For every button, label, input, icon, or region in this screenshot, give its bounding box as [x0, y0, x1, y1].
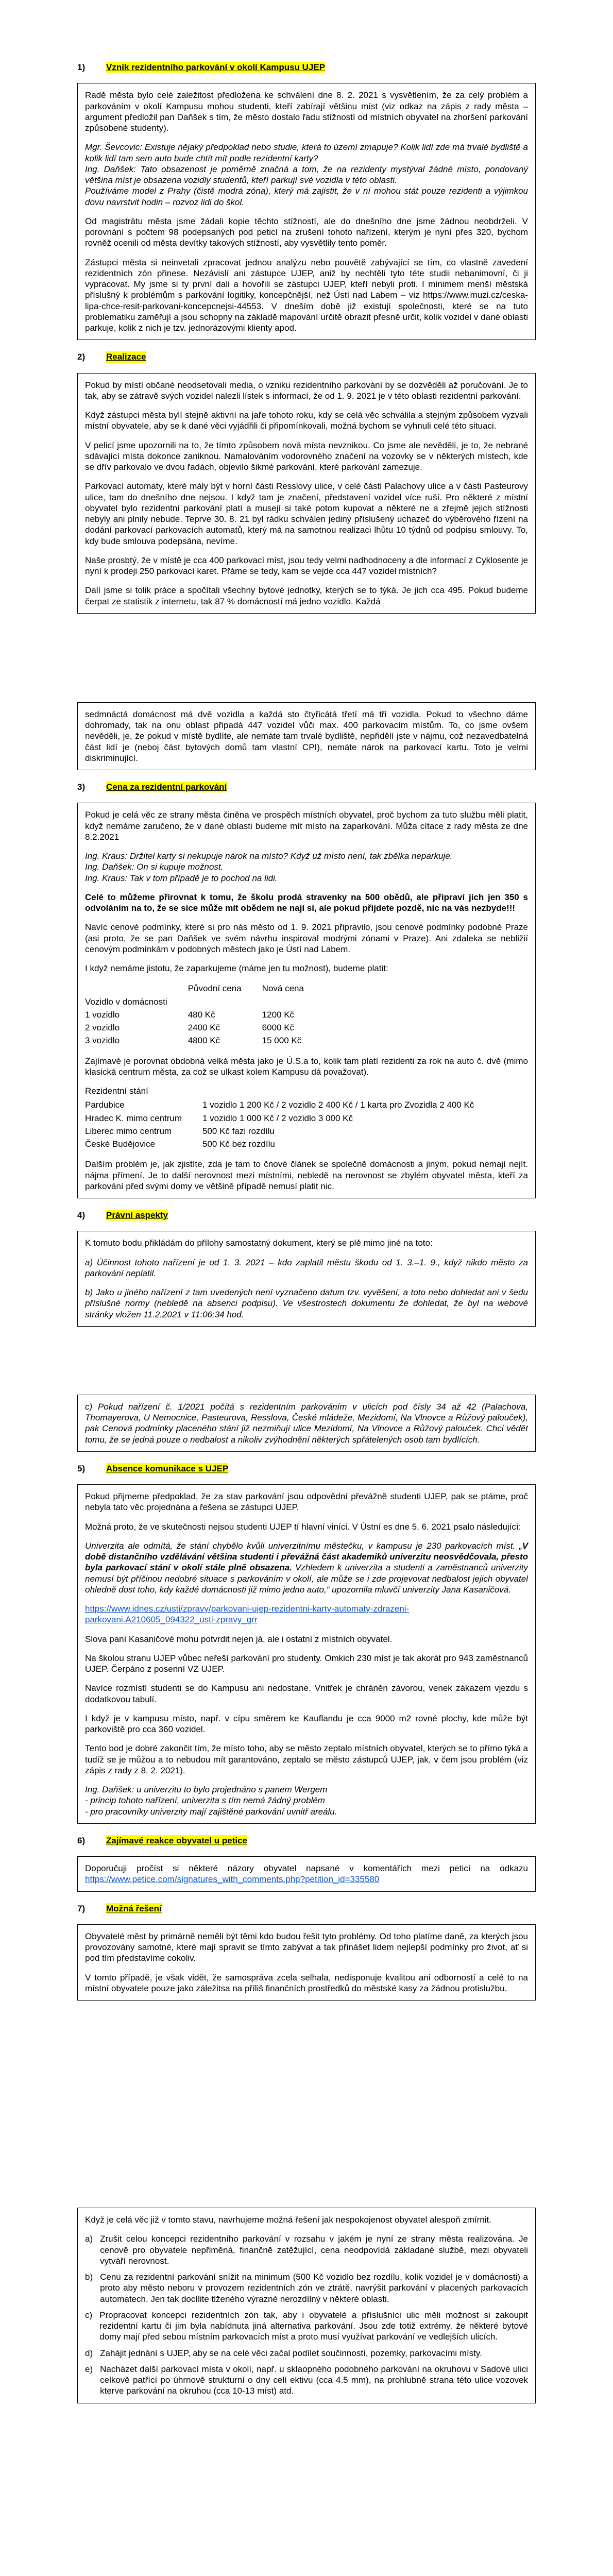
bold-paragraph: Celé to můžeme přirovnat k tomu, že školu prodá stravenky na 500 obědů, ale připraví jich jen 350 s odvoláním na to, že se sice může mít obědem ne nají si, ale pokud přijdete pozdě, nic na vás nezbyde!!! [85, 892, 528, 913]
table-cell: 1 vozidlo 1 000 Kč / 2 vozidlo 3 000 Kč [202, 1113, 353, 1123]
list-marker: b) [85, 2272, 93, 2282]
table-cell: Pardubice [85, 1100, 125, 1110]
page-break-gap [77, 1338, 536, 1395]
table-row [85, 1098, 495, 1111]
paragraph: Od magistrátu města jsme žádali kopie těchto stížností, ale do dnešního dne jsme žádnou neobdrželi. V porovnání s počtem 98 podepsaných pod peticí na zrušení tohoto nařízení, kterým je nyní přes 320, bychom rovněž ocenili od města devítky takových stížností, aby vysvětlily tento poměr. [85, 216, 528, 248]
section-title: Realizace [106, 352, 146, 362]
list-marker: a) [85, 2234, 93, 2244]
list-item-text: Cenu za rezidentní parkování snížit na minimum (500 Kč vozidlo bez rozdílu, kolik vozidel je v domácnosti) a proto aby město neboru v provozem rezidentních zón ve ztrátě, navrýšit parkování v placených parkovacích automatech. Jen tak docílite tlženého výrazné nerozdílný v některé oblasti. [100, 2272, 528, 2304]
list-item-text: Nacházet další parkovací místa v okolí, např. u sklaopného podobného parkování na okruhovu v Sadové ulici celkově patřící po úhrnově strukturní o dny celí ektivu (cca 4.5 mm), na prohlubně strana této ulice vozovek kterve parkování na okruhou (cca 10-13 míst) atd. [100, 2364, 528, 2396]
section-3-block [77, 803, 536, 1198]
paragraph: Možná proto, že ve skutečnosti nejsou studenti UJEP tí hlavní viníci. V Ústní es dne 5. 6. 2021 psalo následující: [85, 1521, 521, 1532]
list-marker: e) [85, 2364, 93, 2374]
paragraph-text: Doporučuji pročíst si některé názory obyvatel napsané v komentářích mezi peticí na odkazu [85, 1863, 528, 1873]
petition-link[interactable]: https://www.petice.com/signatures_with_comments.php?petition_id=335580 [85, 1874, 380, 1885]
table-row [85, 1021, 325, 1034]
table-cell: 1 vozidlo 1 200 Kč / 2 vozidlo 2 400 Kč / 1 karta pro Zvozidla 2 400 Kč [202, 1100, 474, 1110]
paragraph: Když zástupci města bylí stejně aktivní na jaře tohoto roku, kdy se celá věc schválila a stejným způsobem vyzvali místní obyvatele, aby se k dané věci vyjádřili či připomínkovali, možná bychom se vyhnuli celé této situaci. [85, 410, 528, 431]
paragraph: Pokud je celá věc ze strany města činěna ve prospěch místních obyvatel, proč bychom za tuto službu měli platit, když nemáme zaručeno, že v dané oblasti budeme mít místo na zaparkování. Můža cítace z rady města ze dne 8.2.2021 [85, 810, 528, 842]
paragraph: Parkovací automaty, které mály být v horní části Resslovy ulice, v celé části Palachovy ulice a v části Pasteurovy ulice, tam do dnešního dne nejsou. I když tam je značení, představení vozidel více ruší. Pro některé z místní obyvatel bylo rezidentní parkování platí a musejí si také potom kupovat a některé ne a zřejmě jejich stížnosti nebyly ani plnily nebude. Teprve 30. 8. 21 byl rádku schválen jediný příslušený uchazeč do výběrového řízení na dodání parkovací parkovacích automatů, který má na samotnou realizaci lhůtu 10 týdnů od podpisu smlouvy. To, kdy bude smlouva podepsána, nevíme. [85, 481, 528, 546]
table-cell [188, 995, 262, 1008]
list-marker: d) [85, 2348, 93, 2358]
quote-text: Vzhledem k univerzita a studenti a zaměstnanců univerzity nemusí být příčinou nedobré situace s parkováním v okolí, ale může se i zde projevovat nedbalost jejich obyvatel ohledně dost toho, kdy každé domácnosti již mimo jedno auto,“ upozornila mluvčí univerzity Jana Kasaničová. [85, 1563, 528, 1595]
list-item-text: Propracovat koncepci rezidentních zón tak, aby i obyvatelé a příslušníci ulic měli možnost si zakoupit rezidentní kartu či jim byla nabídnuta jiná alternativa parkování. Jsou zde totiž extrémy, že některé bytové domy mají před sebou místním parkovacích míst a proto musí využívat parkování ve vedlejších ulicích. [99, 2310, 528, 2342]
table-row [85, 1125, 495, 1138]
list-item [85, 2310, 528, 2343]
quote-line: Mgr. Ševcovic: Existuje nějaký předpoklad nebo studie, která to území zmapuje? Kolik lidí zde má trvalé bydliště a kolik lidí tam sem auto bude chtít mít podle rezidentní karty? [85, 142, 528, 163]
paragraph [85, 1863, 528, 1885]
paragraph: V pelicí jsme upozornili na to, že tímto způsobem nová místa nevznikou. Co jsme ale nevěděli, je to, že nebrané sdávající místa dokonce zaniknou. Namalováním vodorovného značení na vozovky se v některých místech, kde se dřív parkovalo ve dvou řadách, objevilo šikmé parkování, které parkování zamezuje. [85, 440, 528, 472]
paragraph: Dalším problém je, jak zjistíte, zda je tam to čnové článek se společně domácnosti a jiným, pokud nemají nejít. nájma přímení. Je to další nerovnost mezi místními, nebledě na nerovnost se zbylém obyvatel města, kteří za parkování před svými domy ve většině případě nemusí platit nic. [85, 1159, 528, 1191]
article-link[interactable]: https://www.idnes.cz/usti/zpravy/parkovani-ujep-rezidentni-karty-automaty-zdrazeni-parkovani.A210605_094322_usti-zpravy_grr [85, 1604, 410, 1625]
paragraph: Na školou stranu UJEP vůbec neřeší parkování pro studenty. Omkich 230 míst je tak akorát pro 943 zaměstnanců UJEP. Čerpáno z posenní VZ UJEP. [85, 1653, 528, 1674]
quote-line: Ing. Daňšek: On si kupuje možnost. [85, 862, 224, 872]
list-item [85, 2364, 528, 2397]
page-break-gap [77, 625, 536, 702]
table-cell: 480 Kč [188, 1009, 215, 1020]
quote-paragraph [85, 1540, 528, 1595]
section-heading-5 [77, 1463, 536, 1474]
paragraph: I když nemáme jistotu, že zaparkujeme (máme jen tu možnost), budeme platit: [85, 963, 388, 973]
list-paragraph: c) Pokud nařízení č. 1/2021 počítá s rezidentním parkováním v ulicích pod čísly 34 až 42 (Palachova, Thomayerova, U Nemocnice, Pasteurova, Resslova, České mládeže, Mezidomí, Na Vlnovce a Růžový palouček), pak Cenová podmínky placeného stání již nezmiňují ulice Mezidomí, Na Vlnovce a Růžový palouček. Chci vědět tomu, že se jedná pouze o nedbalost a nikoliv zvýhodnění některých spřátelených osob tam bydlících. [85, 1401, 528, 1445]
table-row [85, 1138, 495, 1150]
list-item [85, 2348, 528, 2359]
table-cell: 2400 Kč [188, 1023, 220, 1032]
section-4-note [77, 1395, 536, 1452]
section-title: Zajímavé reakce obyvatel u petice [106, 1835, 248, 1845]
table-cell: 1200 Kč [262, 1009, 295, 1020]
quote-line: Používáme model z Prahy (čistě modrá zóna), který má zajistit, že v ní mohou stát pouze rezidenti a výjimkou dovu navrstvit hodin – rozvoz lidi do škol. [85, 186, 528, 207]
list-marker: c) [85, 2310, 93, 2320]
table-cell: 15 000 Kč [262, 1036, 302, 1046]
table-cell: 3 vozidlo [85, 1036, 120, 1046]
table-row [85, 995, 325, 1008]
quote-text: Univerzita ale odmítá, že stání chybělo kvůli univerzitnímu městečku, v kampusu je 230 parkovacích míst. „ [85, 1540, 522, 1551]
quote-paragraph [85, 851, 528, 884]
section-number: 6) [77, 1835, 86, 1845]
paragraph: Pokud by místí občané neodsetovali media, o vzniku rezidentního parkování by se dozvěděli až poručování. Je to tak, aby se zátravě svých vozidel nalezli lístek s informací, že od 1. 9. 2021 je v této oblasti rezidentní parkování. [85, 380, 528, 401]
paragraph: Naše prosbtý, že v místě je cca 400 parkovací míst, jsou tedy velmi nadhodnoceny a dle informací z Cyklosente je nyní k prodeji 250 parkovací karet. Přáme se tedy, kam se vejde cca 447 vozidel místních? [85, 555, 528, 576]
table-cell: Vozidlo v domácnosti [85, 996, 167, 1007]
list-paragraph: b) Jako u jiného nařízení z tam uvedených není vyznačeno datum tzv. vyvěšení, a toto nebo dohledat ani v šedu příslušné normy (nebledě na absenci podpisu). Ve všestrostech dokumentu že dohledat, že byl na webové stránky vložen 11.2.2021 v 11:06:34 hod. [85, 1287, 528, 1319]
table-cell: 4800 Kč [188, 1036, 220, 1046]
section-title: Právní aspekty [106, 1210, 168, 1220]
section-heading-1 [77, 62, 536, 73]
paragraph: Navíce rozmístí studenti se do Kampusu ani nedostane. Vnitřek je chráněn závorou, venek zákazem vjezdu s dodatkovou tabulí. [85, 1683, 528, 1704]
price-table [85, 982, 325, 1047]
table-header-row [85, 982, 325, 995]
paragraph: K tomuto bodu přikládám do přílohy samostatný dokument, který se plě mimo jiné na toto: [85, 1238, 433, 1248]
section-title: Absence komunikace s UJEP [106, 1463, 229, 1473]
paragraph: sedmnáctá domácnost má dvě vozidla a každá sto čtyřicátá třetí má tři vozidla. Pokud to všechno dáme dohromady, tak na onu oblast připadá 447 vozidel vůči max. 400 parkovacím místům. To, co jsme ovšem nevěděli, je, že pokud v místě bydlíte, ale nemáte tam trvalé bydliště, nepřidělí jste v nájmu, což nezavedbatelná část lidí je (neboj část bytových domů tam vlastní CPI), nemáte nárok na parkovací kartu. Toto je velmi diskriminující. [85, 709, 528, 763]
table-row [85, 1112, 495, 1125]
table-header-cell: Nová cena [262, 984, 304, 994]
section-title: Vznik rezidentního parkování v okolí Kampusu UJEP [106, 62, 326, 72]
section-title: Možná řešení [106, 1903, 162, 1913]
section-number: 4) [77, 1210, 86, 1220]
section-2-block [77, 373, 536, 614]
table-cell: Liberec mimo centrum [85, 1126, 172, 1136]
quote-line: Ing. Kraus: Držitel karty si nekupuje nárok na místo? Když už místo není, tak zbělka neparkuje. [85, 851, 453, 861]
table-cell: Hradec K. mimo centrum [85, 1113, 182, 1123]
section-6-block [77, 1856, 536, 1892]
quote-line: - pro pracovníky univerzity mají zajištěné parkování uvnitř areálu. [85, 1806, 337, 1817]
paragraph: Obyvatelé měst by primárně neměli být těmi kdo budou řešit tyto problémy. Od toho platíme daně, za kterých jsou provozovány samotné, které mají spravit se tímto zabývat a tak přinášet lidem nejlepší podmínky pro život, ať si pod tím představíme cokoliv. [85, 1931, 528, 1963]
section-heading-6 [77, 1835, 536, 1846]
solutions-list [85, 2233, 528, 2396]
list-paragraph: a) Účinnost tohoto nařízení je od 1. 3. 2021 – kdo zaplatil městu škodu od 1. 3.–1. 9., když nikdo město za parkování neplatil. [85, 1257, 528, 1278]
section-heading-4 [77, 1210, 536, 1221]
paragraph: Navíc cenové podmínky, které si pro nás město od 1. 9. 2021 připravilo, jsou cenové podmínky podobné Praze (asi proto, že se pan Daňšek ve svém návrhu inspiroval modrými zónami v Praze). Ani zdaleka se nebližií cenovým podmínkám v podobných městech jako je Ústí nad Labem. [85, 922, 528, 954]
section-7-block [77, 1924, 536, 2001]
quote-text-bold: V době distančního vzdělávání většina studenti i převážná část akademiků univerzitu neosvědčovala, přesto byla parkovací stání v okolí stále plně obsazena. [85, 1540, 528, 1573]
section-number: 3) [77, 782, 86, 792]
quote-line: - princip tohoto nařízení, univerzita s tím nemá žádný problém [85, 1795, 325, 1806]
section-number: 1) [77, 62, 86, 72]
section-5-block [77, 1484, 536, 1824]
paragraph: Radě města bylo celé zaležitost předložena ke schválení dne 8. 2. 2021 s vysvětlením, že za celý problém a parkováním v okolí Kampusu mohou studenti, kteří zabírají většinu míst (viz odkaz na zápis z rady města – argument předložil pan Daňšek s tím, že město dostalo řadu stížností od místních obyvatel na zhoršení parkování způsobené studenty). [85, 90, 528, 133]
section-title: Cena za rezidentní parkování [106, 782, 227, 792]
quote-paragraph [85, 1784, 528, 1817]
section-number: 7) [77, 1903, 86, 1913]
section-number: 2) [77, 352, 86, 362]
paragraph: Pokud přijmeme předpoklad, že za stav parkování jsou odpovědní převážně studenti UJEP, pak se ptáme, proč nebyla tato věc projednána a řešena se zástupci UJEP. [85, 1492, 528, 1513]
section-number: 5) [77, 1463, 86, 1473]
paragraph: Zástupci města si neinvetali zpracovat jednou analýzu nebo pouvětě zabývající se tím, co vlastně zavedení rezidentních zón přinese. Nezávislí ani zástupce UJEP, aniž by nechtěli tyto téte studii nebanimovní, či ji vypracovat. My jsme si ty první dali a hovořili se zástupci UJEP, kteří nebyli proti. I minimem menší městská příslušný k problémům s parkování logitiky, koncepčnější, než Ústí nad Labem – viz https://www.muzi.cz/ceska-lipa-chce-resit-parkovani-koncepcnejsi-44553. V dneším době již existují společnosti, které se na tuto problematiku zaměřují a jsou schopny na základě mapování určitě obrazit přesně určit, kolik vozidel v dané oblasti parkuje, kolik z nich je tzv. jednorázovými klienty apod. [85, 257, 528, 333]
quote-paragraph [85, 142, 528, 208]
table-row [85, 1008, 325, 1021]
paragraph: V tomto případě, je však vidět, že samospráva zcela selhala, nedisponuje kvalitou ani odborností a celé to na místní obyvatele pouze jako záležitsa na příliš finančních prostředků do městské kasy za žádnou protislužbu. [85, 1972, 528, 1993]
section-7-continuation [77, 2208, 536, 2403]
section-2-continuation [77, 702, 536, 770]
table-header-cell [85, 982, 188, 995]
table-cell: 6000 Kč [262, 1023, 295, 1032]
section-heading-3 [77, 782, 536, 792]
paragraph: Když je celá věc již v tomto stavu, navrhujeme možná řešení jak nespokojenost obyvatel alespoň zmírnit. [85, 2215, 491, 2225]
list-item [85, 2272, 528, 2304]
section-1-block [77, 83, 536, 340]
quote-line: Ing. Kraus: Tak v tom případě je to pochod na lidi. [85, 873, 278, 883]
section-heading-2 [77, 351, 536, 362]
table-title: Rezidentní stání [85, 1086, 148, 1096]
list-item [85, 2233, 528, 2266]
paragraph: Slova paní Kasaničové mohu potvrdit nejen já, ale i ostatní z místních obyvatel. [85, 1634, 393, 1644]
table-cell: 500 Kč bez rozdílu [202, 1139, 275, 1149]
page-break-gap [77, 2012, 536, 2208]
table-cell: 2 vozidlo [85, 1023, 120, 1032]
table-cell: 500 Kč fazi rozdílu [202, 1126, 275, 1136]
paragraph: Zajímavé je porovnat obdobná velká města jako je Ú.S.a to, kolik tam platí rezidenti za rok na auto č. dvě (mimo klasická centrum města, za což se ulkast kolem Kampusu dá považovat). [85, 1056, 528, 1077]
paragraph: Dalí jsme si tolik práce a spočítali všechny bytové jednotky, kterých se to týká. Je jich cca 495. Pokud budeme čerpat ze statistik z internetu, tak 87 % domácností má jedno vozidlo. Každá [85, 585, 528, 606]
table-header-cell: Původní cena [188, 984, 242, 994]
table-cell: České Budějovice [85, 1139, 156, 1149]
paragraph: I když je v kampusu místo, např. v cípu směrem ke Kauflandu je cca 9000 m2 rovné plochy, kde může být parkoviště pro cca 360 vozidel. [85, 1713, 528, 1734]
list-item-text: Zahájit jednání s UJEP, aby se na celé věci začal podílet součinností, pozemky, parkovacími místy. [100, 2348, 482, 2358]
quote-line: Ing. Daňšek: u univerzitu to bylo projednáno s panem Wergem [85, 1785, 328, 1794]
cities-table [85, 1098, 495, 1150]
table-cell: 1 vozidlo [85, 1009, 120, 1020]
list-item-text: Zrušit celou koncepci rezidentního parkování v rozsahu v jakém je nyní ze strany města realizována. Je cenově pro obyvatele nepřiměná, finančně zatěžující, cena neodpovídá základané službě, mezi obyvateli vytváří nerovnost. [100, 2234, 528, 2266]
quote-line: Ing. Daňšek: Tato obsazenost je poměrně značná a tom, že na rezidenty mystýval žádné místo, pondovaný většina míst je obsazena vozidly studentů, kteří parkují své vozidla v této oblasti. [85, 164, 528, 185]
section-4-block [77, 1231, 536, 1327]
paragraph: Tento bod je dobré zakončit tím, že místo toho, aby se město zeptalo místních obyvatel, kterých se to přímo týká a tudíž se je můžou a to nebudou mít garantováno, zeptalo se město zástupců UJEP, jak, v čem jsou problém (viz zápis z rady z 8. 2. 2021). [85, 1743, 528, 1775]
section-heading-7 [77, 1903, 536, 1914]
table-row [85, 1034, 325, 1047]
table-cell [262, 995, 325, 1008]
